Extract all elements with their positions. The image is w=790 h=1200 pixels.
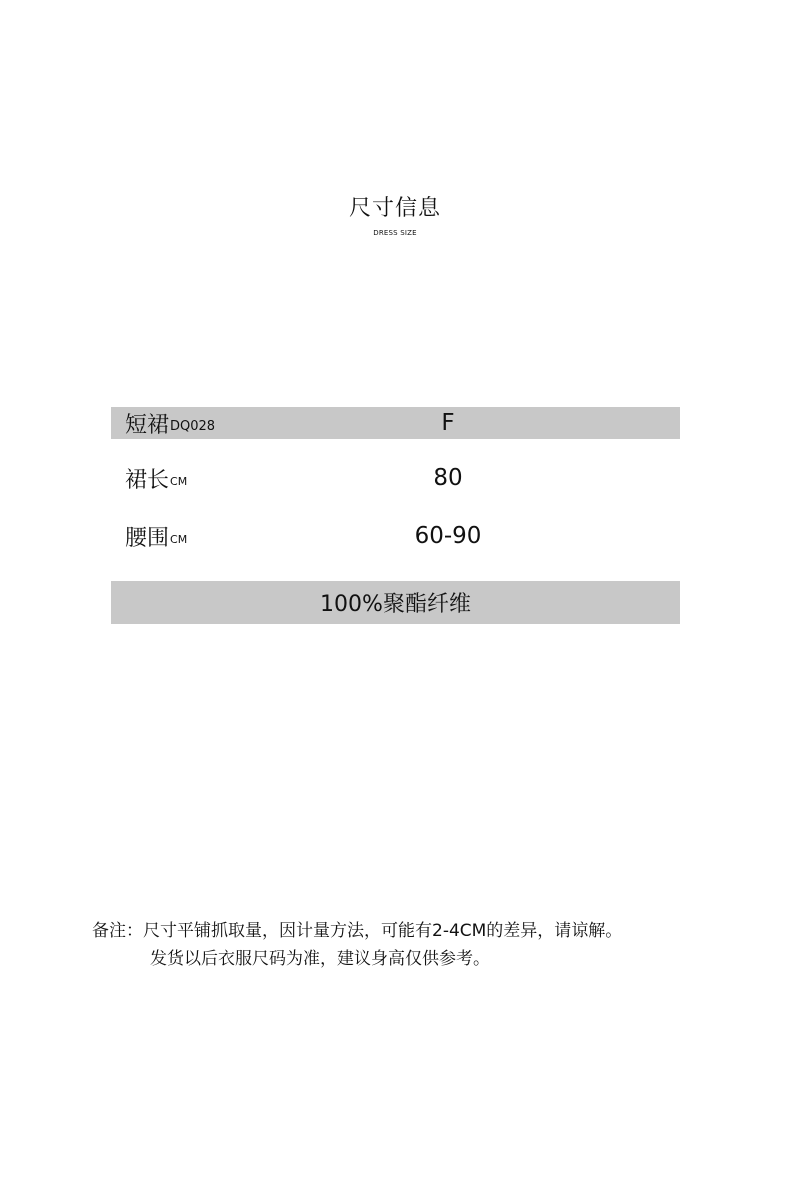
product-name: 短裙 (125, 412, 170, 438)
length-name: 裙长 (125, 467, 170, 493)
material-row (111, 581, 680, 624)
product-label (125, 407, 215, 439)
waist-label (125, 518, 187, 554)
size-note (92, 917, 622, 973)
page-title: 尺寸信息 (348, 196, 441, 221)
page-subtitle: DRESS SIZE (373, 229, 417, 237)
length-value: 80 (433, 465, 463, 491)
waist-value: 60-90 (414, 523, 482, 549)
waist-unit: CM (170, 532, 188, 546)
product-code: DQ028 (170, 418, 216, 434)
material-text: 100%聚酯纤维 (320, 592, 471, 617)
size-header-row (111, 407, 680, 439)
length-row (111, 460, 680, 496)
note-line-2: 发货以后衣服尺码为准，建议身高仅供参考。 (150, 949, 490, 969)
size-value: F (441, 410, 455, 436)
waist-name: 腰围 (125, 525, 170, 551)
length-unit: CM (170, 474, 188, 488)
length-label (125, 460, 187, 496)
waist-row (111, 518, 680, 554)
note-line-1: 备注：尺寸平铺抓取量，因计量方法，可能有2-4CM的差异，请谅解。 (92, 921, 623, 941)
